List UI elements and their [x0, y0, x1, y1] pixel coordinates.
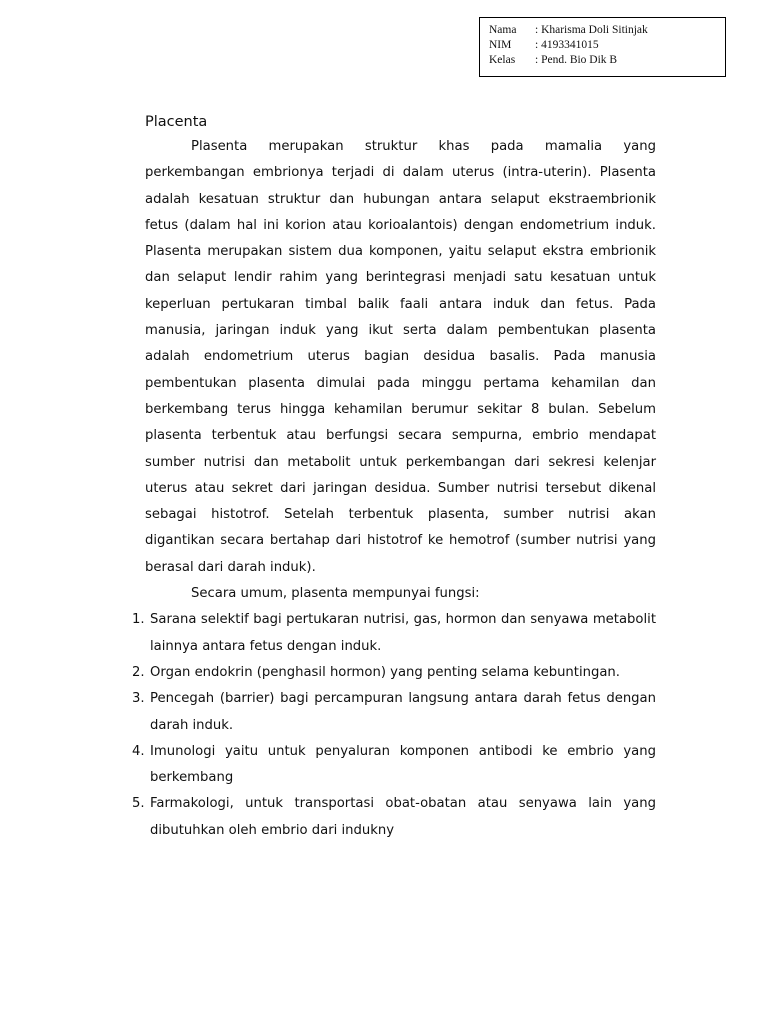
document-title: Placenta — [145, 114, 208, 130]
list-item-number: 2. — [132, 664, 145, 680]
list-item-text: Farmakologi, untuk transportasi obat-obatan atau senyawa lain yang dibutuhkan oleh embrio dari indukny — [150, 796, 656, 838]
identity-value: : 4193341015 — [535, 39, 599, 51]
list-item — [132, 791, 656, 844]
list-item-text: Pencegah (barrier) bagi percampuran langsung antara darah fetus dengan darah induk. — [150, 691, 656, 733]
list-item — [132, 686, 656, 739]
list-item-number: 4. — [132, 743, 145, 759]
identity-value: : Pend. Bio Dik B — [535, 54, 618, 66]
list-item-number: 1. — [132, 612, 145, 628]
identity-label: Kelas — [489, 54, 516, 66]
list-item — [132, 607, 656, 660]
list-item-text: Organ endokrin (penghasil hormon) yang penting selama kebuntingan. — [150, 664, 620, 680]
list-item — [132, 739, 656, 792]
functions-list — [132, 607, 656, 844]
identity-value: : Kharisma Doli Sitinjak — [535, 24, 648, 36]
paragraph-intro: Plasenta merupakan struktur khas pada mamalia yang perkembangan embrionya terjadi di dalam uterus (intra-uterin). Plasenta adalah kesatuan struktur dan hubungan antara selaput ekstraembrionik fetus (dalam hal ini korion atau korioalantois) dengan endometrium induk. Plasenta merupakan sistem dua komponen, yaitu selaput ekstra embrionik dan selaput lendir rahim yang berintegrasi menjadi satu kesatuan untuk keperluan pertukaran timbal balik faali antara induk dan fetus. Pada manusia, jaringan induk yang ikut serta dalam pembentukan plasenta adalah endometrium uterus bagian desidua basalis. Pada manusia pembentukan plasenta dimulai pada minggu pertama kehamilan dan berkembang terus hingga kehamilan berumur sekitar 8 bulan. Sebelum plasenta terbentuk atau berfungsi secara sempurna, embrio mendapat sumber nutrisi dan metabolit untuk perkembangan dari sekresi kelenjar uterus atau sekret dari jaringan desidua. Sumber nutrisi tersebut dikenal sebagai histotrof. Setelah terbentuk plasenta, sumber nutrisi akan digantikan secara bertahap dari histotrof ke hemotrof (sumber nutrisi yang berasal dari darah induk). — [145, 139, 656, 575]
identity-row-name — [489, 23, 725, 38]
list-item-number: 3. — [132, 691, 145, 707]
paragraph-functions-lead: Secara umum, plasenta mempunyai fungsi: — [191, 586, 480, 602]
list-item-text: Imunologi yaitu untuk penyaluran komponen antibodi ke embrio yang berkembang — [150, 743, 656, 786]
identity-label: Nama — [489, 24, 517, 36]
list-item-text: Sarana selektif bagi pertukaran nutrisi, gas, hormon dan senyawa metabolit lainnya antara fetus dengan induk. — [150, 612, 656, 654]
document-body — [132, 134, 656, 844]
list-item — [132, 660, 656, 686]
identity-row-class — [489, 53, 725, 68]
list-item-number: 5. — [132, 796, 145, 812]
identity-label: NIM — [489, 39, 512, 51]
identity-row-nim — [489, 38, 725, 53]
student-identity-box — [479, 17, 726, 77]
